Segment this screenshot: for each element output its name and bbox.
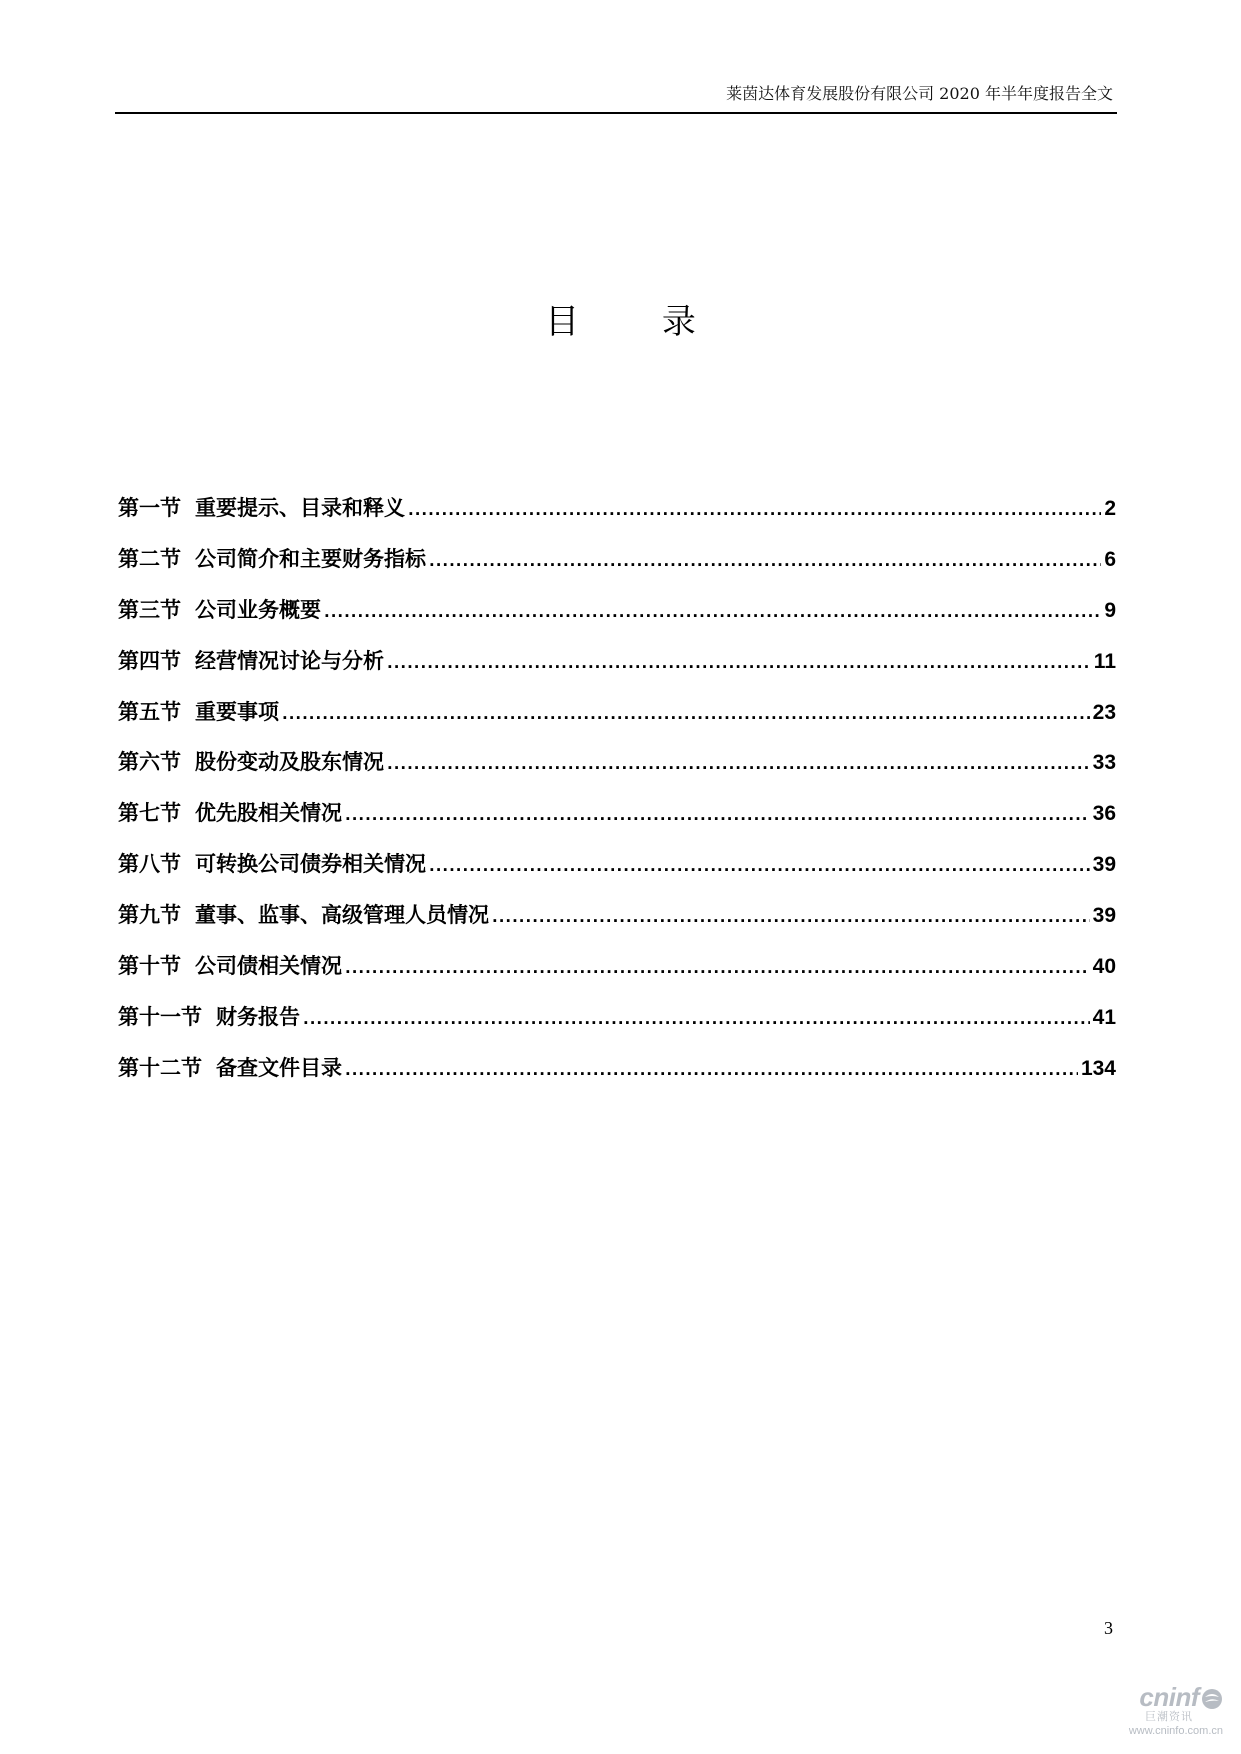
toc-page-number: 2 (1104, 497, 1116, 520)
toc-entry[interactable] (118, 797, 1116, 848)
cninfo-watermark (1043, 1683, 1223, 1743)
toc-entry[interactable] (118, 950, 1116, 1001)
toc-section-title: 备查文件目录 (216, 1055, 342, 1080)
toc-entry[interactable] (118, 492, 1116, 543)
toc-section-title: 财务报告 (216, 1004, 300, 1029)
toc-leader-dots (303, 1010, 1090, 1028)
toc-section-number: 第七节 (118, 801, 181, 826)
toc-leader-dots (282, 705, 1090, 723)
toc-page-number: 11 (1093, 649, 1116, 673)
toc-section-title: 董事、监事、高级管理人员情况 (195, 903, 489, 928)
page-number: 3 (1104, 1618, 1113, 1638)
toc-section-title: 公司债相关情况 (195, 954, 342, 979)
toc-entry[interactable] (118, 594, 1116, 645)
toc-leader-dots (345, 1061, 1078, 1079)
toc-section-title: 经营情况讨论与分析 (195, 648, 384, 673)
toc-entry[interactable] (118, 899, 1116, 950)
page-header (115, 84, 1117, 114)
toc-leader-dots (429, 552, 1101, 570)
toc-entry[interactable] (118, 645, 1116, 696)
toc-section-number: 第十节 (118, 954, 181, 979)
toc-section-title: 重要事项 (195, 699, 279, 724)
toc-leader-dots (408, 501, 1101, 519)
toc-page-number: 40 (1092, 955, 1116, 979)
toc-leader-dots (345, 959, 1090, 977)
toc-leader-dots (387, 755, 1090, 773)
toc-leader-dots (492, 908, 1090, 926)
toc-section-number: 第一节 (118, 496, 181, 520)
toc-page-number: 36 (1092, 802, 1116, 826)
cninfo-url: www.cninfo.com.cn (1128, 1725, 1223, 1737)
cninfo-logo (1043, 1683, 1223, 1711)
toc-page-number: 6 (1104, 547, 1116, 571)
toc-section-number: 第六节 (118, 750, 181, 775)
toc-section-title: 重要提示、目录和释义 (195, 496, 405, 520)
toc-leader-dots (324, 603, 1101, 621)
toc-page-number: 23 (1092, 700, 1116, 724)
toc-page-number: 33 (1092, 751, 1116, 775)
toc-section-number: 第五节 (118, 699, 181, 724)
toc-section-title: 公司业务概要 (195, 597, 321, 622)
cninfo-logo-text: cninf (1139, 1682, 1199, 1712)
toc-section-number: 第四节 (118, 648, 181, 673)
toc-page-number: 39 (1092, 904, 1116, 928)
toc-section-number: 第二节 (118, 546, 181, 571)
toc-section-number: 第八节 (118, 852, 181, 877)
toc-title: 目 录 (545, 302, 732, 342)
toc-section-number: 第十二节 (118, 1055, 202, 1080)
table-of-contents (118, 492, 1116, 1103)
toc-section-number: 第三节 (118, 597, 181, 622)
toc-leader-dots (429, 857, 1090, 875)
toc-entry[interactable] (118, 848, 1116, 899)
cninfo-chinese-name: 巨潮资讯 (1145, 1711, 1193, 1723)
toc-entry[interactable] (118, 1052, 1116, 1103)
toc-section-number: 第十一节 (118, 1004, 202, 1029)
toc-page-number: 134 (1080, 1056, 1116, 1080)
toc-entry[interactable] (118, 1001, 1116, 1052)
toc-entry[interactable] (118, 746, 1116, 797)
toc-section-title: 股份变动及股东情况 (195, 750, 384, 775)
toc-page-number: 9 (1104, 598, 1116, 622)
toc-leader-dots (345, 806, 1090, 824)
header-title: 莱茵达体育发展股份有限公司 2020 年半年度报告全文 (726, 84, 1113, 103)
toc-section-title: 公司简介和主要财务指标 (195, 546, 426, 571)
toc-section-title: 优先股相关情况 (195, 801, 342, 826)
toc-page-number: 41 (1092, 1005, 1116, 1029)
toc-entry[interactable] (118, 543, 1116, 594)
toc-leader-dots (387, 654, 1091, 672)
toc-section-title: 可转换公司债券相关情况 (195, 852, 426, 877)
cninfo-swirl-icon (1201, 1688, 1223, 1710)
toc-section-number: 第九节 (118, 903, 181, 928)
toc-page-number: 39 (1092, 853, 1116, 877)
toc-entry[interactable] (118, 696, 1116, 747)
